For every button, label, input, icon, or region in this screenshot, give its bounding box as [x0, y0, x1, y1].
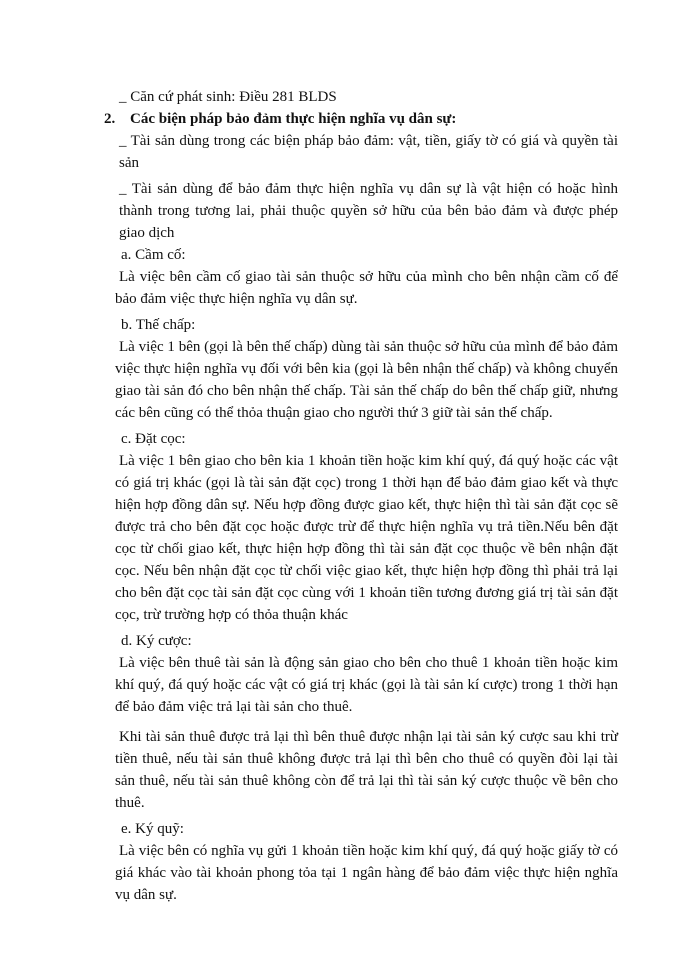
bullet-assets-conditions: _ Tài sản dùng để bảo đảm thực hiện nghĩa vụ dân sự là vật hiện có hoặc hình thành trong tương lai, phải thuộc quyền sở hữu của bên bảo đảm và được phép giao dịch	[119, 181, 618, 241]
item-label-ky-quy: e. Ký quỹ:	[121, 821, 184, 837]
paragraph-dat-coc: Là việc 1 bên giao cho bên kia 1 khoản tiền hoặc kim khí quý, đá quý hoặc các vật có giá trị khác (gọi là tài sản đặt cọc) trong 1 thời hạn để bảo đảm giao kết và thực hiện hợp đồng dân sự. Nếu hợp đồng được giao kết, thực hiện thì tài sản đặt cọc sẽ được trả cho bên đặt cọc hoặc được trừ để thực hiện nghĩa vụ trả tiền.Nếu bên đặt cọc từ chối giao kết, thực hiện hợp đồng thì tài sản đặt cọc thuộc về bên nhận đặt cọc. Nếu bên nhận đặt cọc từ chối việc giao kết, thực hiện hợp đồng thì phải trả lại cho bên đặt cọc tài sản đặt cọc cùng với 1 khoản tiền tương đương giá trị tài sản đặt cọc, trừ trường hợp có thỏa thuận khác	[115, 453, 618, 623]
item-label-ky-cuoc: d. Ký cược:	[121, 633, 192, 649]
basis-line: _ Căn cứ phát sinh: Điều 281 BLDS	[119, 89, 337, 105]
paragraph-ky-cuoc-2: Khi tài sản thuê được trả lại thì bên thuê được nhận lại tài sản ký cược sau khi trừ tiền thuê, nếu tài sản thuê không được trả lại thì bên cho thuê có quyền đòi lại tài sản thuê, nếu tài sản thuê không còn để trả lại thì tài sản ký cược thuộc về bên cho thuê.	[115, 729, 618, 811]
item-label-dat-coc: c. Đặt cọc:	[121, 431, 186, 447]
paragraph-cam-co: Là việc bên cầm cố giao tài sản thuộc sở hữu của mình cho bên nhận cầm cố để bảo đảm việc thực hiện nghĩa vụ dân sự.	[115, 269, 618, 307]
paragraph-ky-cuoc-1: Là việc bên thuê tài sản là động sản giao cho bên cho thuê 1 khoản tiền hoặc kim khí quý, đá quý hoặc các vật có giá trị khác (gọi là tài sản kí cược) trong 1 thời hạn để bảo đảm việc trả lại tài sản cho thuê.	[115, 655, 618, 715]
paragraph-the-chap: Là việc 1 bên (gọi là bên thế chấp) dùng tài sản thuộc sở hữu của mình để bảo đảm việc thực hiện nghĩa vụ đối với bên kia (gọi là bên nhận thế chấp) và không chuyển giao tài sản đó cho bên nhận thế chấp. Tài sản thế chấp do bên thế chấp giữ, nhưng các bên cũng có thể thỏa thuận giao cho người thứ 3 giữ tài sản thế chấp.	[115, 339, 618, 421]
paragraph-ky-quy: Là việc bên có nghĩa vụ gửi 1 khoản tiền hoặc kim khí quý, đá quý hoặc giấy tờ có giá khác vào tài khoản phong tỏa tại 1 ngân hàng để bảo đảm việc thực hiện nghĩa vụ dân sự.	[115, 843, 618, 903]
item-label-the-chap: b. Thế chấp:	[121, 317, 196, 333]
section-heading	[104, 108, 618, 130]
section-title: Các biện pháp bảo đảm thực hiện nghĩa vụ dân sự:	[130, 111, 457, 127]
section-number: 2.	[104, 111, 116, 127]
bullet-assets-types: _ Tài sản dùng trong các biện pháp bảo đảm: vật, tiền, giấy tờ có giá và quyền tài sản	[119, 133, 618, 171]
item-label-cam-co: a. Cầm cố:	[121, 247, 186, 263]
